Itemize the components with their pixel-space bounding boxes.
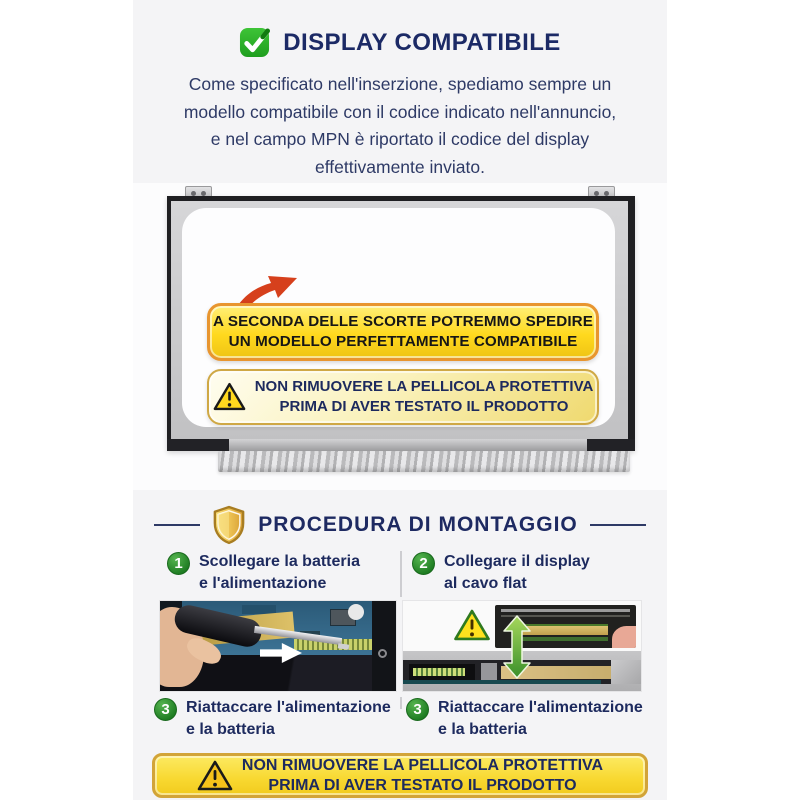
footer-warning-line: NON RIMUOVERE LA PELLICOLA PROTETTIVA [241,757,604,774]
footer-warning-banner [152,753,648,798]
column-divider [400,551,402,597]
step-text-line: Scollegare la batteria [199,553,360,570]
intro-line: modello compatibile con il codice indicato nell'annuncio, [183,101,617,122]
warning-triangle-icon [453,609,491,642]
steps-row-1 [133,551,667,598]
divider-line [154,524,200,527]
stock-notice-line: A SECONDA DELLE SCORTE POTREMMO SPEDIRE [213,313,593,330]
intro-line: e nel campo MPN è riportato il codice del display [210,129,590,149]
step-2-label [444,551,590,594]
film-warning-line: PRIMA DI AVER TESTATO IL PRODOTTO [279,398,569,415]
connector-bar [501,609,630,612]
photo-disconnect-battery [160,601,396,691]
step-number-badge: 3 [406,698,429,721]
step-3-left-label [186,697,391,740]
finger [612,626,636,648]
intro-line: effettivamente inviato. [315,156,485,177]
step-text-line: al cavo flat [444,574,527,592]
step-text-line: e la batteria [438,720,527,738]
intro-line: Come specificato nell'inserzione, spediamo sempre un [188,74,612,94]
warning-triangle-icon [197,760,233,792]
intro-paragraph [133,71,667,181]
header [133,0,667,58]
pcb-contacts [413,668,465,676]
lcd-panel-photo [133,183,667,490]
steps-row-2 [133,697,667,744]
foil-strip [218,451,630,472]
step-text-line: e l'alimentazione [199,574,327,592]
stock-notice-line: UN MODELLO PERFETTAMENTE COMPATIBILE [228,333,578,350]
step-number-badge: 3 [154,698,177,721]
step-number-badge: 1 [167,552,190,575]
step-3-right [400,697,667,744]
procedure-header [133,505,667,545]
warning-triangle-icon [213,382,246,412]
check-badge-icon [239,27,270,58]
step-2 [400,551,667,598]
step-3-left [133,697,400,744]
procedure-title: PROCEDURA DI MONTAGGIO [258,513,578,536]
foil-edge [611,660,641,684]
film-warning-line: NON RIMUOVERE LA PELLICOLA PROTETTIVA [254,378,594,395]
stock-notice-banner [207,303,599,361]
lvds-connector [409,664,475,680]
step-text-line: Riattaccare l'alimentazione [186,699,391,716]
listing-graphic [133,0,667,800]
instruction-photos [133,601,667,691]
film-warning-banner [207,369,599,425]
divider-line [590,524,646,527]
step-3-right-label [438,697,643,740]
step-1-label [199,551,360,594]
metal-tab [481,663,497,681]
step-number-badge: 2 [412,552,435,575]
round-sticker [348,604,364,620]
panel-bottom-edge [167,439,635,451]
column-divider [400,697,402,709]
shield-icon [212,505,246,545]
pcb-edge [403,680,601,684]
photo-connect-flat-cable [403,601,641,691]
green-updown-arrow-icon [503,615,531,679]
step-text-line: Collegare il display [444,553,590,570]
step-text-line: e la batteria [186,720,275,738]
page-title: DISPLAY COMPATIBILE [283,28,561,56]
step-text-line: Riattaccare l'alimentazione [438,699,643,716]
footer-warning-line: PRIMA DI AVER TESTATO IL PRODOTTO [268,776,577,794]
screw-hole [378,649,387,658]
chassis-edge [372,601,396,691]
step-1 [133,551,400,598]
